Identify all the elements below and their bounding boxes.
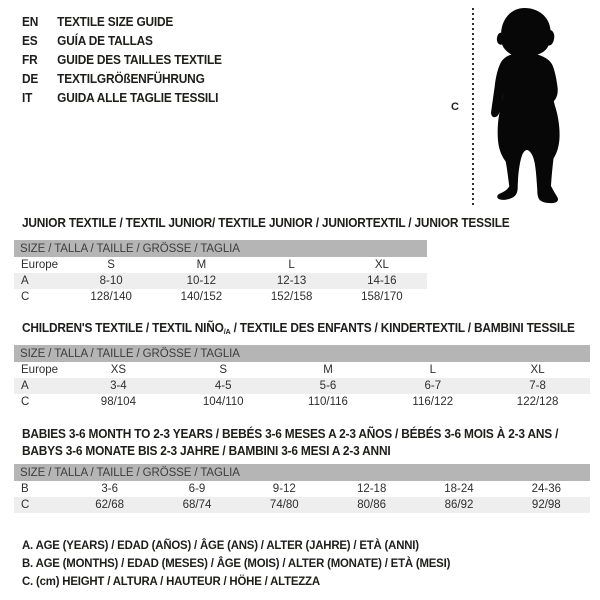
language-title: GUÍA DE TALLAS	[57, 34, 153, 48]
value-cell: 86/92	[415, 497, 502, 513]
children-table-title	[22, 320, 575, 340]
value-cell: 98/104	[100, 396, 136, 408]
children-title-post: / TEXTILE DES ENFANTS / KINDERTEXTIL / BAMBINI TESSILE	[230, 321, 575, 335]
language-code: DE	[22, 72, 39, 86]
junior-table-title: JUNIOR TEXTILE / TEXTIL JUNIOR/ TEXTILE JUNIOR / JUNIORTEXTIL / JUNIOR TESSILE	[22, 216, 510, 230]
junior-size-table	[14, 240, 427, 305]
row-label: C	[21, 396, 30, 408]
babies-table-title	[22, 426, 558, 460]
row-label: A	[14, 273, 66, 289]
height-cm-row	[14, 289, 427, 305]
size-cell: XS	[110, 364, 127, 376]
footnote-age-months: B. AGE (MONTHS) / EDAD (MESES) / ÂGE (MOIS) / ALTER (MONATE) / ETÀ (MESI)	[22, 556, 451, 570]
value-cell: 122/128	[516, 396, 559, 408]
value-cell: 8-10	[66, 273, 156, 289]
value-cell: 68/74	[153, 497, 240, 513]
row-label: A	[14, 378, 66, 394]
row-label: C	[21, 291, 30, 303]
age-months-row	[14, 481, 590, 497]
language-code: EN	[22, 15, 39, 29]
size-cell: L	[288, 259, 295, 271]
language-code: IT	[22, 91, 33, 105]
value-cell: 6-9	[188, 483, 206, 495]
age-years-row	[14, 378, 590, 394]
size-header-label: SIZE / TALLA / TAILLE / GRÖSSE / TAGLIA	[14, 240, 427, 257]
size-cell: S	[107, 259, 115, 271]
value-cell: 5-6	[276, 378, 381, 394]
value-cell: 74/80	[241, 497, 328, 513]
height-dotted-line	[472, 8, 474, 208]
footnote-age-years: A. AGE (YEARS) / EDAD (AÑOS) / ÂGE (ANS) / ALTER (JAHRE) / ETÀ (ANNI)	[22, 538, 419, 552]
size-cell: L	[429, 364, 436, 376]
size-cell: XL	[374, 259, 389, 271]
value-cell: 3-4	[66, 378, 171, 394]
region-sizes-row	[14, 257, 427, 273]
language-code: FR	[22, 53, 38, 67]
value-cell: 3-6	[101, 483, 118, 495]
language-title-block	[22, 13, 222, 108]
value-cell: 7-8	[485, 378, 590, 394]
children-title-pre: CHILDREN'S TEXTILE / TEXTIL NIÑO	[22, 321, 224, 335]
height-cm-row	[14, 497, 590, 513]
language-row	[22, 13, 222, 32]
value-cell: 4-5	[171, 378, 276, 394]
language-row	[22, 51, 222, 70]
value-cell: 9-12	[272, 483, 296, 495]
value-cell: 158/170	[361, 291, 403, 303]
value-cell: 152/158	[270, 291, 313, 303]
value-cell: 104/110	[202, 396, 244, 408]
value-cell: 80/86	[328, 497, 415, 513]
babies-title-line1: BABIES 3-6 MONTH TO 2-3 YEARS / BEBÉS 3-6 MESES A 2-3 AÑOS / BÉBÉS 3-6 MOIS À 2-3 ANS /	[22, 427, 559, 441]
region-sizes-row	[14, 362, 590, 378]
age-years-row	[14, 273, 427, 289]
language-code: ES	[22, 34, 38, 48]
babies-size-table	[14, 464, 590, 513]
value-cell: 6-7	[380, 378, 485, 394]
toddler-silhouette-image	[483, 5, 566, 207]
value-cell: 12-18	[356, 483, 387, 495]
language-title: TEXTILE SIZE GUIDE	[57, 15, 174, 29]
region-label: Europe	[21, 259, 59, 271]
value-cell: 110/116	[308, 396, 348, 408]
value-cell: 14-16	[337, 273, 427, 289]
children-title-subscript: /A	[223, 327, 231, 336]
value-cell: 18-24	[444, 483, 474, 495]
value-cell: 12-13	[247, 273, 337, 289]
size-header-label: SIZE / TALLA / TAILLE / GRÖSSE / TAGLIA	[14, 345, 590, 362]
size-cell: M	[196, 259, 207, 271]
babies-title-line2: BABYS 3-6 MONATE BIS 2-3 JAHRE / BAMBINI 3-6 MESI A 2-3 ANNI	[22, 444, 391, 458]
row-label: C	[14, 497, 66, 513]
language-row	[22, 70, 222, 89]
size-cell: S	[219, 364, 228, 376]
size-header-label: SIZE / TALLA / TAILLE / GRÖSSE / TAGLIA	[14, 464, 590, 481]
language-row	[22, 89, 222, 108]
size-header-row	[14, 464, 590, 481]
size-cell: XL	[530, 364, 545, 376]
region-label: Europe	[21, 364, 59, 376]
children-size-table	[14, 345, 590, 410]
language-title: GUIDA ALLE TAGLIE TESSILI	[57, 91, 219, 105]
size-header-row	[14, 240, 427, 257]
height-cm-row	[14, 394, 590, 410]
value-cell: 128/140	[90, 291, 132, 303]
value-cell: 116/122	[412, 396, 454, 408]
language-title: TEXTILGRÖßENFÜHRUNG	[57, 72, 205, 86]
value-cell: 140/152	[180, 291, 223, 303]
value-cell: 10-12	[156, 273, 246, 289]
size-cell: M	[323, 364, 333, 376]
value-cell: 62/68	[66, 497, 153, 513]
value-cell: 92/98	[503, 497, 590, 513]
value-cell: 24-36	[531, 483, 562, 495]
footnote-height-cm: C. (cm) HEIGHT / ALTURA / HAUTEUR / HÖHE / ALTEZZA	[22, 574, 320, 588]
footnotes-block	[22, 536, 450, 590]
row-label: B	[21, 483, 29, 495]
language-title: GUIDE DES TAILLES TEXTILE	[57, 53, 222, 67]
size-header-row	[14, 345, 590, 362]
language-row	[22, 32, 222, 51]
height-reference-label: C	[451, 101, 459, 113]
